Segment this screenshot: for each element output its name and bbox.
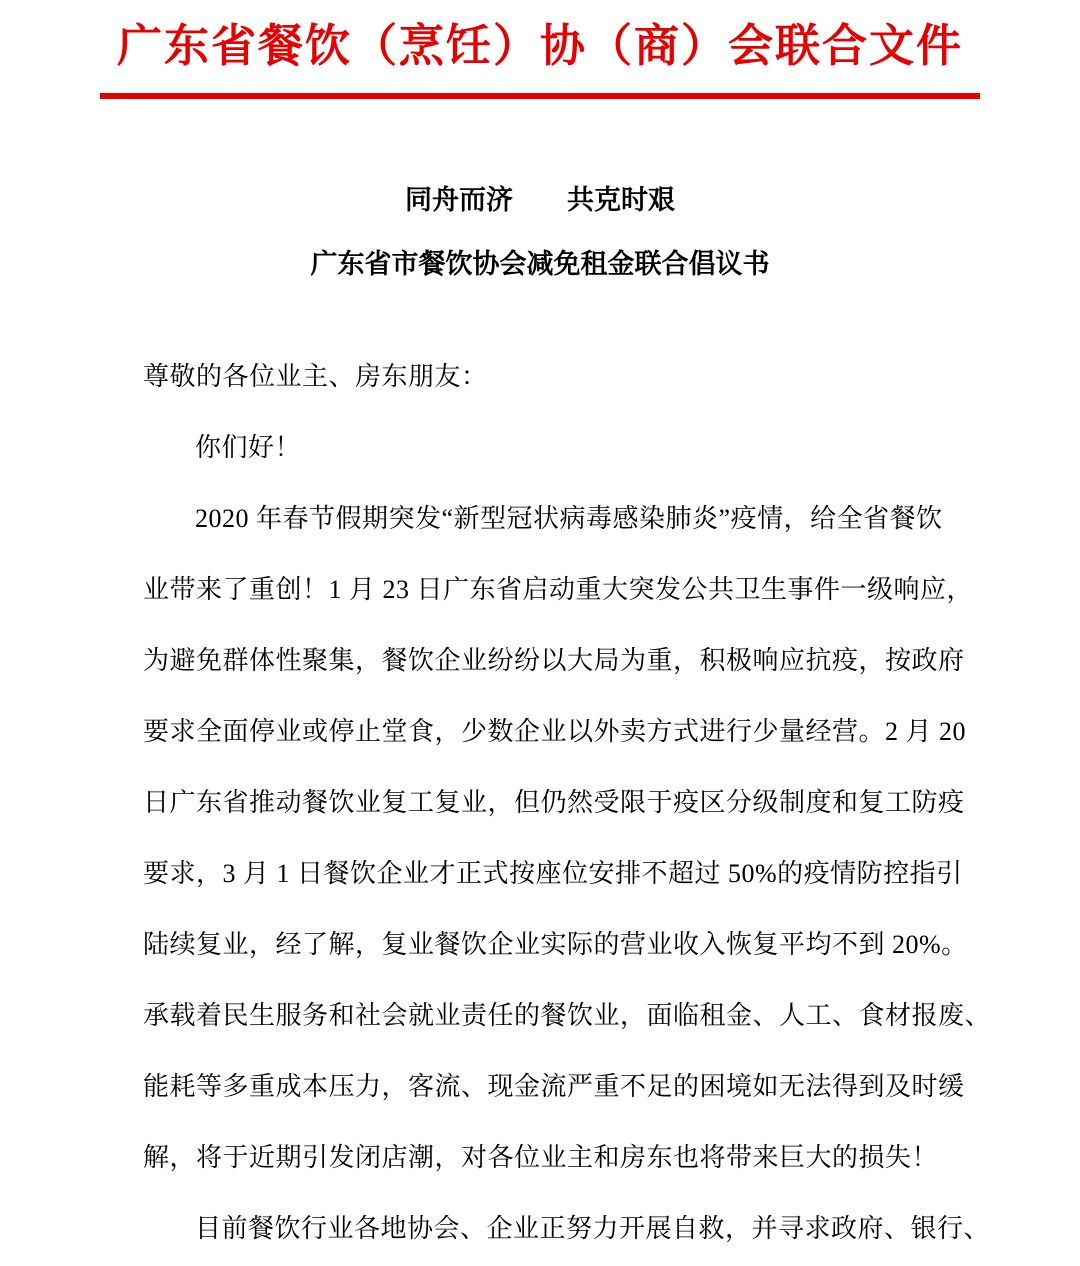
greeting-line: 你们好！ [195, 432, 302, 462]
document-header-title: 广东省餐饮（烹饪）协（商）会联合文件 [116, 21, 963, 71]
paragraph1-line: 陆续复业，经了解，复业餐饮企业实际的营业收入恢复平均不到 20%。 [143, 929, 968, 959]
paragraph1-line: 为避免群体性聚集，餐饮企业纷纷以大局为重，积极响应抗疫，按政府 [143, 645, 965, 675]
paragraph1-line: 要求全面停业或停止堂食，少数企业以外卖方式进行少量经营。2 月 20 [143, 716, 967, 746]
document-title [0, 185, 1080, 215]
paragraph1-line: 能耗等多重成本压力，客流、现金流严重不足的困境如无法得到及时缓 [143, 1071, 965, 1101]
paragraph1-line: 2020 年春节假期突发“新型冠状病毒感染肺炎”疫情，给全省餐饮 [195, 503, 943, 533]
document-body [0, 341, 1080, 1264]
document-title-part2: 共克时艰 [567, 184, 675, 215]
paragraph1-line: 要求，3 月 1 日餐饮企业才正式按座位安排不超过 50%的疫情防控指引 [143, 858, 963, 888]
salutation-line: 尊敬的各位业主、房东朋友： [143, 361, 488, 391]
paragraph1-line: 日广东省推动餐饮业复工复业，但仍然受限于疫区分级制度和复工防疫 [143, 787, 965, 817]
paragraph2-line: 目前餐饮行业各地协会、企业正努力开展自救，并寻求政府、银行、 [195, 1213, 991, 1243]
paragraph1-line: 承载着民生服务和社会就业责任的餐饮业，面临租金、人工、食材报废、 [143, 1000, 992, 1030]
red-divider-rule [100, 93, 980, 99]
document-subtitle: 广东省市餐饮协会减免租金联合倡议书 [310, 248, 770, 279]
document-title-part1: 同舟而济 [405, 184, 513, 215]
paragraph1-line: 解，将于近期引发闭店潮，对各位业主和房东也将带来巨大的损失！ [143, 1142, 939, 1172]
paragraph1-line: 业带来了重创！1 月 23 日广东省启动重大突发公共卫生事件一级响应， [143, 574, 974, 604]
